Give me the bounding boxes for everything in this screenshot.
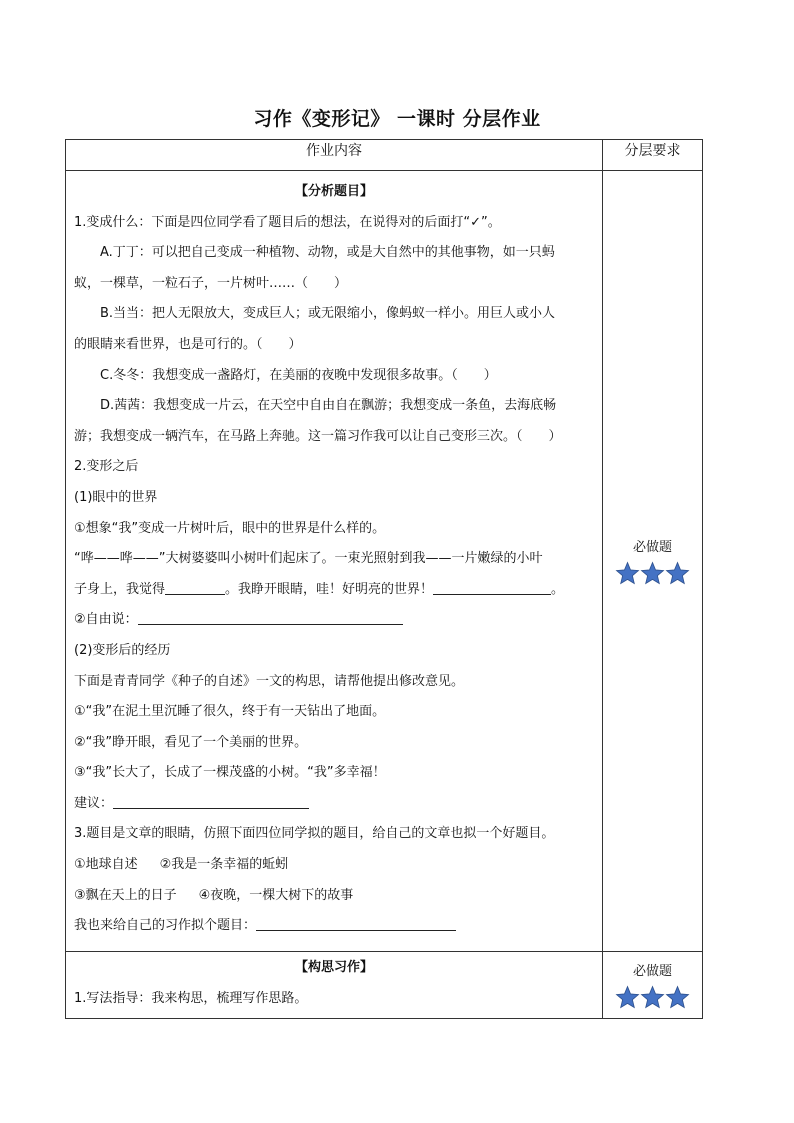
question-3: 3.题目是文章的眼睛，仿照下面四位同学拟的题目，给自己的文章也拟一个好题目。 [74, 826, 555, 842]
page-title: 习作《变形记》 一课时 分层作业 [253, 108, 541, 130]
header-content: 作业内容 [66, 140, 603, 171]
section-analysis-requirement [603, 171, 703, 952]
star-icon [640, 985, 665, 1010]
fill-text-a: 子身上，我觉得 [74, 581, 166, 597]
sample-title: ④夜晚，一棵大树下的故事 [198, 887, 354, 903]
option-c: C.冬冬：我想变成一盏路灯，在美丽的夜晚中发现很多故事。（ ） [100, 367, 497, 383]
fill-text-b: 。我睁开眼睛，哇！好明亮的世界！ [225, 581, 434, 597]
sample-title: ①地球自述 [74, 857, 138, 873]
question-3-titles-row1 [74, 850, 594, 881]
question-2-2c: ③“我”长大了，长成了一棵茂盛的小树。“我”多幸福！ [74, 765, 386, 781]
star-rating [603, 561, 702, 587]
option-b-line1: B.当当：把人无限放大，变成巨人；或无限缩小，像蚂蚁一样小。用巨人或小人 [100, 306, 556, 322]
section-plan-row [66, 952, 703, 1019]
question-2-1a: ①想象“我”变成一片树叶后，眼中的世界是什么样的。 [74, 520, 386, 536]
question-2: 2.变形之后 [74, 459, 139, 475]
star-icon [640, 561, 665, 586]
section-analysis-content [66, 171, 603, 952]
question-2-1: (1)眼中的世界 [74, 489, 158, 505]
free-talk-label: ②自由说： [74, 612, 138, 628]
fill-text-c: 。 [551, 581, 565, 597]
section-plan-requirement [603, 952, 703, 1019]
answer-blank[interactable] [165, 579, 225, 595]
star-rating [603, 985, 702, 1011]
question-3-mine [74, 911, 594, 942]
question-2-2d [74, 789, 594, 820]
star-icon [615, 985, 640, 1010]
answer-blank[interactable] [256, 915, 456, 931]
requirement-label: 必做题 [632, 963, 672, 979]
suggestion-label: 建议： [74, 795, 114, 811]
requirement-label: 必做题 [632, 539, 672, 555]
star-icon [615, 561, 640, 586]
section-plan-content [66, 952, 603, 1019]
section-heading-plan: 【构思习作】 [294, 960, 373, 975]
section-analysis-row [66, 171, 703, 952]
option-a-line1: A.丁丁：可以把自己变成一种植物、动物，或是大自然中的其他事物，如一只蚂 [100, 245, 555, 261]
question-3-titles-row2 [74, 881, 594, 912]
answer-blank[interactable] [113, 793, 309, 809]
question-2-2b: ②“我”睁开眼，看见了一个美丽的世界。 [74, 734, 308, 750]
option-a-line2: 蚁，一棵草，一粒石子，一片树叶……（ ） [74, 275, 348, 291]
answer-blank[interactable] [138, 609, 403, 625]
section-heading-analysis: 【分析题目】 [294, 184, 373, 199]
sample-title: ③飘在天上的日子 [74, 887, 177, 903]
question-2-2-intro: 下面是青青同学《种子的自述》一文的构思，请帮他提出修改意见。 [74, 673, 465, 689]
question-2-2a: ①“我”在泥土里沉睡了很久，终于有一天钻出了地面。 [74, 704, 386, 720]
my-title-label: 我也来给自己的习作拟个题目： [74, 918, 257, 934]
header-requirement: 分层要求 [603, 140, 703, 171]
question-2-2: (2)变形后的经历 [74, 642, 171, 658]
star-icon [665, 985, 690, 1010]
answer-blank[interactable] [433, 579, 551, 595]
table-header-row [66, 140, 703, 171]
question-2-1b-line1: “哗——哗——”大树婆婆叫小树叶们起床了。一束光照射到我——一片嫩绿的小叶 [74, 551, 543, 567]
sample-title: ②我是一条幸福的蚯蚓 [159, 857, 289, 873]
option-d-line1: D.茜茜：我想变成一片云，在天空中自由自在飘游；我想变成一条鱼，去海底畅 [100, 398, 557, 414]
option-d-line2: 游；我想变成一辆汽车，在马路上奔驰。这一篇习作我可以让自己变形三次。（ ） [74, 428, 562, 444]
question-1: 1.变成什么：下面是四位同学看了题目后的想法，在说得对的后面打“✓”。 [74, 214, 501, 230]
plan-question-1: 1.写法指导：我来构思，梳理写作思路。 [74, 990, 308, 1006]
question-2-1c [74, 605, 594, 636]
option-b-line2: 的眼睛来看世界，也是可行的。（ ） [74, 336, 302, 352]
star-icon [665, 561, 690, 586]
question-2-1b-line2 [74, 575, 594, 606]
homework-table [65, 139, 703, 1019]
